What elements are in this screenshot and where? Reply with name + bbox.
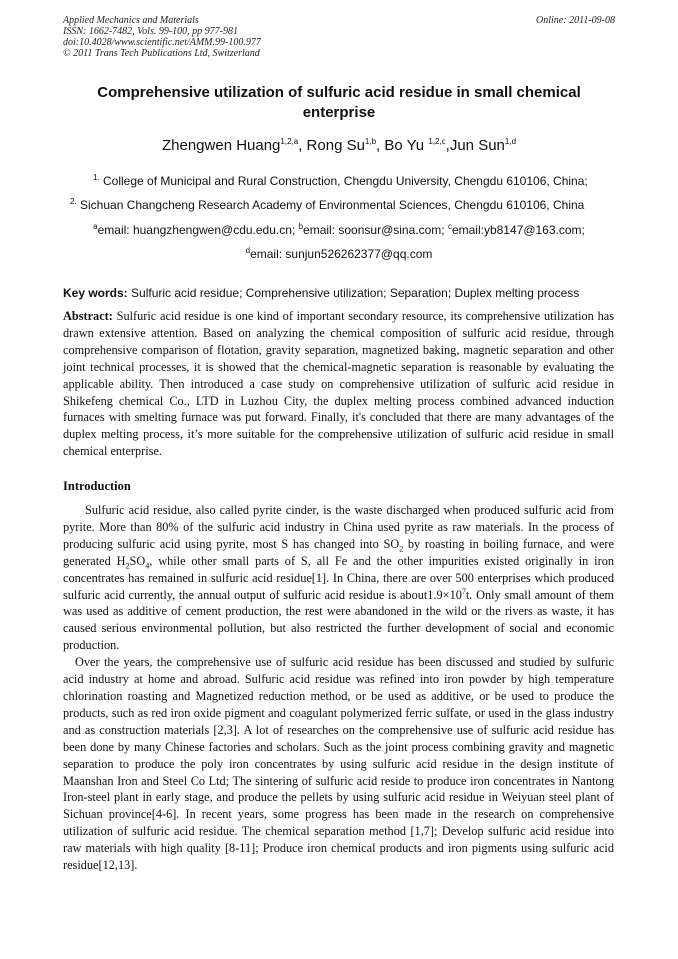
email-line-2 bbox=[63, 247, 615, 261]
author-superscript: 1,d bbox=[504, 137, 517, 146]
subscript: 2 bbox=[399, 544, 404, 554]
email-marker: a bbox=[93, 222, 98, 231]
section-heading-introduction: Introduction bbox=[63, 479, 131, 493]
author-superscript: 1,b bbox=[364, 137, 377, 146]
author-name: Zhengwen Huang bbox=[161, 137, 281, 154]
keywords-text: Sulfuric acid residue; Comprehensive utilization; Separation; Duplex melting process bbox=[127, 286, 580, 300]
email-marker: c bbox=[447, 222, 452, 231]
online-date: Online: 2011-09-08 bbox=[536, 15, 615, 26]
affiliation-marker: 2. bbox=[70, 197, 77, 206]
affiliation-marker: 1. bbox=[93, 173, 100, 182]
email-text: email: sunjun526262377@qq.com bbox=[250, 247, 433, 261]
affiliation-1 bbox=[93, 174, 588, 188]
copyright-line: © 2011 Trans Tech Publications Ltd, Switzerland bbox=[63, 48, 260, 59]
superscript: 7 bbox=[461, 586, 466, 596]
email-text: email: soonsur@sina.com; bbox=[303, 223, 448, 237]
author-name: Jun Sun bbox=[449, 137, 505, 154]
abstract bbox=[63, 308, 614, 460]
author-name: Rong Su bbox=[306, 137, 365, 154]
intro-paragraph-2: Over the years, the comprehensive use of sulfuric acid residue has been discussed and studied by sulfuric acid industry at home and abroad. Sulfuric acid residue was refined into iron powder by high temperature chlorination roasting and Magnetized reduction method, or be used as additive, or be used to produce the products, such as red iron oxide pigment and coagulant polymerized ferric sulfate, or used in the glass industry and as construction materials [2,3]. A lot of researches on the comprehensive use of sulfuric acid residue has been done by many Chinese factories and scholars. Such as the joint process combining gravity and magnetic separation to produce the poly iron concentrates by using sulfuric acid residue in the design institute of Maanshan Iron and Steel Co Ltd; The sintering of sulfuric acid reside to produce iron concentrates in Nantong Iron-steel plant in early stage, and produce the pellets by using sulfuric acid residue in Weiyuan steel plant of Sichuan province[4-6]. In recent years, some progress has been made in the research on comprehensive utilization of sulfuric acid residue. The chemical separation method [1,7]; Develop sulfuric acid residue into raw materials with high quality [8-11]; Produce iron chemical products and iron pigments using sulfuric acid residue[12,13]. bbox=[63, 655, 614, 873]
affiliation-2 bbox=[70, 198, 584, 212]
text-run: by roasting in boiling furnace, and were generated H bbox=[63, 536, 614, 568]
keywords-label: Key words: bbox=[63, 286, 128, 300]
author-list: Zhengwen Huang$^{1,2,a}$, Rong Su$^{1,b}$, Bo Yu $^{1,2,c}$,Jun Sun$^{1,d}$ bbox=[161, 137, 517, 154]
email-marker: d bbox=[245, 246, 251, 255]
journal-name: Applied Mechanics and Materials bbox=[63, 15, 199, 26]
abstract-text: Sulfuric acid residue is one kind of important secondary resource, its comprehensive utilization has drawn extensive attention. Based on analyzing the chemical composition of sulfuric acid residue, through comprehensive comparison of flotation, gravity separation, magnetized baking, magnetic separation and other joint technical processes, it is showed that the chemical-magnetic separation is reasonable by evaluating the applicable ability. Then introduced a case study on comprehensive utilization of sulfuric acid residue in Shikefeng chemical Co., LTD in Luzhou City, the duplex melting process combined advanced induction furnaces with smelting furnace was put forward. Finally, it's concluded that there are many advantages of the duplex melting process, it’s more suitable for the comprehensive utilization of sulfuric acid residue in small chemical enterprise. bbox=[63, 309, 614, 459]
intro-paragraph-1 bbox=[63, 502, 614, 654]
text-run: SO bbox=[129, 553, 146, 568]
author-superscript: 1,2,c bbox=[428, 137, 446, 146]
email-text: email:yb8147@163.com; bbox=[451, 223, 585, 237]
affiliation-text: College of Municipal and Rural Construction, Chengdu University, Chengdu 610106, China; bbox=[99, 174, 588, 188]
abstract-label: Abstract: bbox=[63, 309, 113, 323]
affiliation-text: Sichuan Changcheng Research Academy of Environmental Sciences, Chengdu 610106, China bbox=[76, 198, 585, 212]
subscript: 4 bbox=[145, 561, 150, 571]
keywords bbox=[63, 286, 623, 300]
email-text: email: huangzhengwen@cdu.edu.cn; bbox=[97, 223, 299, 237]
text-run: , while other small parts of S, all Fe and the other impurities existed originally in iron concentrates has remained in sulfuric acid residue[1]. In China, there are over 500 enterprises which produced sulfuric acid currently, the annual output of sulfuric acid residue is about1.9×10 bbox=[63, 553, 614, 602]
introduction-body bbox=[63, 502, 614, 874]
text-run: Sulfuric acid residue, also called pyrite cinder, is the waste discharged when produced sulfuric acid from pyrite. More than 80% of the sulfuric acid industry in China used pyrite as raw materials. In the process of producing sulfuric acid using pyrite, most S has changed into SO bbox=[63, 503, 614, 551]
paper-title: Comprehensive utilization of sulfuric acid residue in small chemical enterprise bbox=[97, 84, 581, 121]
doi-line: doi:10.4028/www.scientific.net/AMM.99-100.977 bbox=[63, 37, 261, 48]
author-superscript: 1,2,a bbox=[280, 137, 299, 146]
journal-header bbox=[63, 15, 615, 59]
email-marker: b bbox=[298, 222, 304, 231]
issn-line: ISSN: 1662-7482, Vols. 99-100, pp 977-981 bbox=[63, 26, 238, 37]
author-name: Bo Yu bbox=[384, 137, 429, 154]
subscript: 2 bbox=[125, 561, 130, 571]
email-line-1 bbox=[63, 223, 615, 237]
text-run: t. Only small amount of them was used as additive of cement production, the rest were abandoned in the wild or the rivers as waste, it has caused serious environmental pollution, but also restricted the further development of social and economic production. bbox=[63, 587, 614, 653]
